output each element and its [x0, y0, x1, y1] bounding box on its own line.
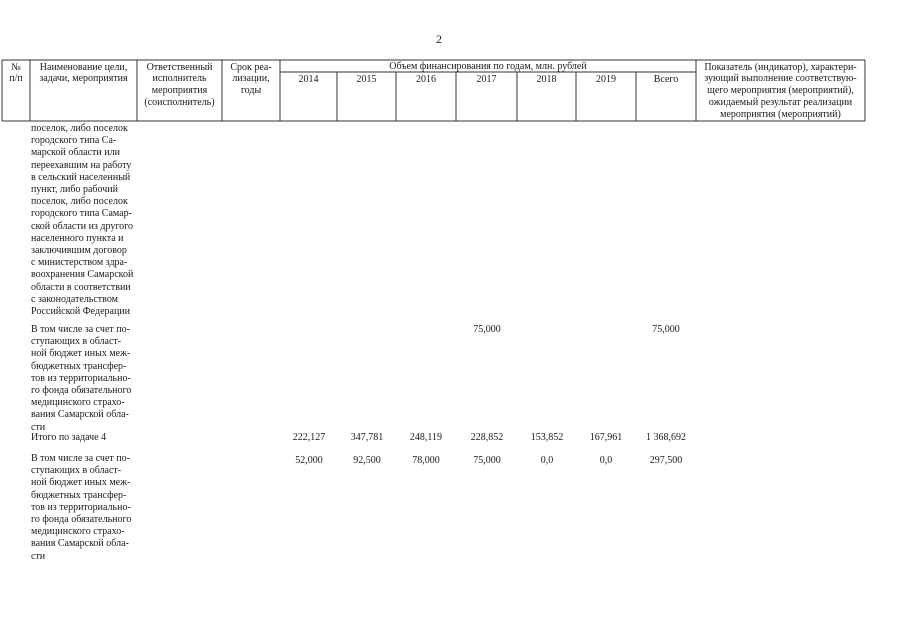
- header-indicator-line: щего мероприятия (мероприятий),: [707, 85, 854, 96]
- page-number: 2: [436, 32, 442, 46]
- row-text-line: бюджетных трансфер-: [31, 360, 127, 372]
- header-executor-line: исполнитель: [152, 73, 207, 84]
- row-text-line: сти: [31, 421, 46, 433]
- value-total: 297,500: [649, 455, 683, 466]
- value-2019: 0,0: [599, 455, 613, 466]
- value-2017: 75,000: [473, 324, 501, 335]
- header-year: 2015: [356, 74, 377, 85]
- row-text-line: городского типа Самар-: [31, 208, 132, 220]
- row-text-line: воохранения Самарской: [31, 269, 134, 281]
- row-text-line: заключившим договор: [31, 245, 127, 257]
- row-text-line: городского типа Са-: [31, 135, 117, 147]
- header-indicator-line: ожидаемый результат реализации: [708, 97, 853, 108]
- header-indicator-line: мероприятия (мероприятий): [720, 109, 841, 120]
- row-text-line: тов из территориально-: [31, 372, 131, 384]
- header-term-line: Срок реа-: [230, 62, 272, 73]
- value-2014: 52,000: [295, 455, 323, 466]
- header-total: Всего: [653, 74, 679, 85]
- row-text-line: ной бюджет иных меж-: [31, 477, 131, 489]
- value-2018: 153,852: [530, 432, 564, 443]
- row-text-line: с законодательством: [31, 293, 118, 305]
- row-text-line: го фонда обязательного: [31, 514, 132, 526]
- row-text-line: Российской Федерации: [31, 306, 131, 318]
- row-text-line: поселок, либо поселок: [31, 196, 128, 208]
- row-text-line: ной бюджет иных меж-: [31, 348, 131, 360]
- header-name-line: Наименование цели,: [39, 62, 128, 73]
- value-2015: 92,500: [353, 455, 381, 466]
- row-text-line: населенного пункта и: [31, 232, 124, 244]
- value-2018: 0,0: [540, 455, 554, 466]
- header-indicator-line: зующий выполнение соответствую-: [704, 73, 857, 84]
- table-row-description: [31, 432, 135, 444]
- row-text-line: области в соответствии: [31, 281, 131, 293]
- header-year: 2019: [596, 74, 616, 85]
- header-year: 2016: [416, 74, 436, 85]
- row-text-line: медицинского страхо-: [31, 397, 125, 409]
- header-financing-title: Объем финансирования по годам, млн. рублей: [389, 61, 587, 72]
- row-text-line: Итого по задаче 4: [31, 432, 107, 443]
- value-total: 1 368,692: [646, 432, 686, 443]
- header-no-line: п/п: [9, 73, 23, 84]
- row-text-line: ступающих в област-: [31, 465, 122, 477]
- header-executor-line: Ответственный: [146, 62, 213, 73]
- row-text-line: медицинского страхо-: [31, 526, 125, 538]
- row-text-line: В том числе за счет по-: [31, 453, 130, 464]
- row-text-line: вания Самарской обла-: [31, 409, 129, 421]
- row-text-line: переехавшим на работу: [31, 159, 132, 171]
- row-text-line: с министерством здра-: [31, 257, 128, 269]
- value-2019: 167,961: [589, 432, 623, 443]
- header-year: 2017: [476, 74, 497, 85]
- value-2014: 222,127: [292, 432, 326, 443]
- value-2016: 248,119: [409, 432, 443, 443]
- value-2016: 78,000: [412, 455, 440, 466]
- row-text-line: бюджетных трансфер-: [31, 489, 127, 501]
- header-indicator-line: Показатель (индикатор), характери-: [704, 62, 857, 73]
- header-term-line: годы: [240, 85, 262, 96]
- value-total: 75,000: [652, 324, 680, 335]
- row-text-line: ступающих в област-: [31, 336, 122, 348]
- header-year: 2018: [536, 74, 557, 85]
- table-row-description: [31, 324, 135, 434]
- header-executor-line: мероприятия: [151, 85, 208, 96]
- table-row-description: [31, 123, 135, 318]
- value-2017: 228,852: [470, 432, 504, 443]
- table-row-description: [31, 453, 135, 563]
- header-name-line: задачи, мероприятия: [39, 73, 128, 84]
- header-term-line: лизации,: [232, 73, 270, 84]
- row-text-line: тов из территориально-: [31, 501, 131, 513]
- row-text-line: В том числе за счет по-: [31, 324, 130, 335]
- value-2017: 75,000: [473, 455, 501, 466]
- value-2015: 347,781: [350, 432, 384, 443]
- row-text-line: сти: [31, 550, 46, 562]
- row-text-line: марской области или: [31, 147, 120, 159]
- row-text-line: вания Самарской обла-: [31, 538, 129, 550]
- header-no-line: №: [11, 62, 21, 73]
- row-text-line: ской области из другого: [31, 220, 134, 232]
- header-executor-line: (соисполнитель): [144, 97, 215, 108]
- row-text-line: го фонда обязательного: [31, 385, 132, 397]
- row-text-line: пункт, либо рабочий: [31, 184, 118, 196]
- row-text-line: в сельский населенный: [31, 171, 131, 183]
- header-year: 2014: [298, 74, 319, 85]
- row-text-line: поселок, либо поселок: [31, 123, 128, 134]
